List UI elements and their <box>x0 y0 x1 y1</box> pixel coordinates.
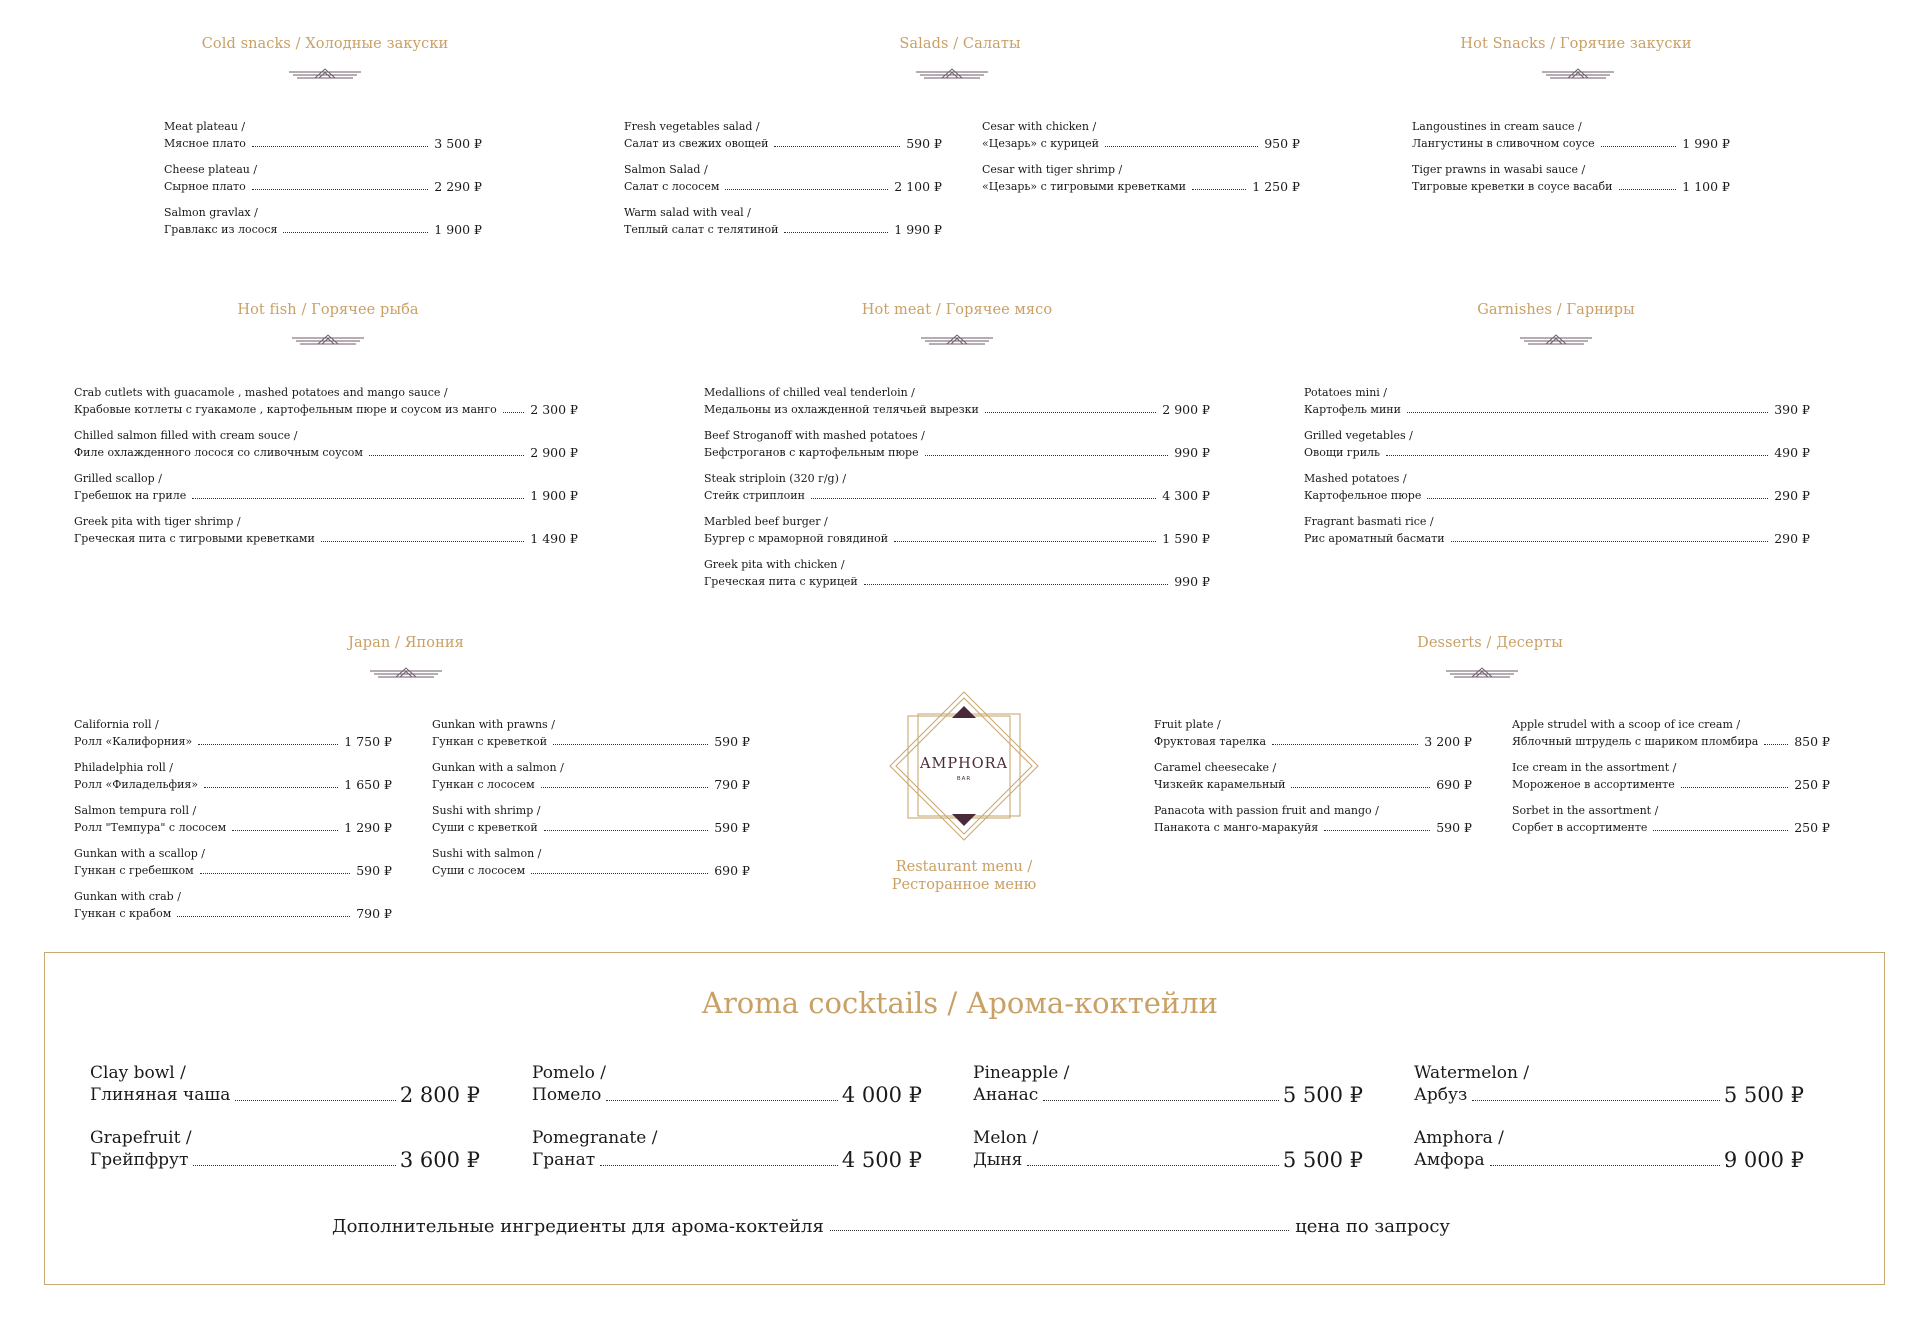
menu-item: Cheese plateau / Сырное плато 2 290 ₽ <box>164 163 482 194</box>
price: 490 ₽ <box>1774 445 1810 460</box>
price: 990 ₽ <box>1174 574 1210 589</box>
menu-item: Potatoes mini / Картофель мини 390 ₽ <box>1304 386 1810 417</box>
ornament-icon <box>290 332 366 351</box>
price: 2 900 ₽ <box>1162 402 1210 417</box>
amphora-logo <box>884 686 1044 846</box>
menu-item: Meat plateau / Мясное плато 3 500 ₽ <box>164 120 482 151</box>
price: 1 490 ₽ <box>530 531 578 546</box>
menu-item: Medallions of chilled veal tenderloin / Медальоны из охлажденной телячьей вырезки 2 900 ₽ <box>704 386 1210 417</box>
price: 1 590 ₽ <box>1162 531 1210 546</box>
price: 390 ₽ <box>1774 402 1810 417</box>
price: 9 000 ₽ <box>1723 1148 1804 1172</box>
section-title: Garnishes / Гарниры <box>1477 302 1635 318</box>
menu-item: Sushi with shrimp / Суши с креветкой 590 ₽ <box>432 804 750 835</box>
price: 290 ₽ <box>1774 531 1810 546</box>
menu-item: Sorbet in the assortment / Сорбет в ассортименте 250 ₽ <box>1512 804 1830 835</box>
price: 590 ₽ <box>714 734 750 749</box>
price: 690 ₽ <box>1436 777 1472 792</box>
menu-item: Apple strudel with a scoop of ice cream / Яблочный штрудель с шариком пломбира 850 ₽ <box>1512 718 1830 749</box>
menu-item: Gunkan with a scallop / Гункан с гребешком 590 ₽ <box>74 847 392 878</box>
section-title: Salads / Салаты <box>899 36 1021 52</box>
section-title: Desserts / Десерты <box>1417 635 1563 651</box>
menu-item: Sushi with salmon / Суши с лососем 690 ₽ <box>432 847 750 878</box>
price: 1 290 ₽ <box>344 820 392 835</box>
menu-item: Fragrant basmati rice / Рис ароматный басмати 290 ₽ <box>1304 515 1810 546</box>
extra-price: цена по запросу <box>1295 1216 1450 1237</box>
menu-item: California roll / Ролл «Калифорния» 1 750 ₽ <box>74 718 392 749</box>
menu-item: Greek pita with tiger shrimp / Греческая пита с тигровыми креветками 1 490 ₽ <box>74 515 578 546</box>
logo-sub: BAR <box>956 776 972 782</box>
menu-item: Grilled scallop / Гребешок на гриле 1 900 ₽ <box>74 472 578 503</box>
menu-item: Gunkan with a salmon / Гункан с лососем 790 ₽ <box>432 761 750 792</box>
section-title: Hot Snacks / Горячие закуски <box>1460 36 1692 52</box>
price: 850 ₽ <box>1794 734 1830 749</box>
price: 2 100 ₽ <box>894 179 942 194</box>
price: 990 ₽ <box>1174 445 1210 460</box>
cocktail-item: Pomegranate / Гранат 4 500 ₽ <box>532 1128 922 1172</box>
extra-label: Дополнительные ингредиенты для арома-коктейля <box>332 1216 824 1237</box>
menu-item: Cesar with chicken / «Цезарь» с курицей 950 ₽ <box>982 120 1300 151</box>
price: 2 300 ₽ <box>530 402 578 417</box>
price: 690 ₽ <box>714 863 750 878</box>
ornament-icon <box>914 66 990 85</box>
menu-item: Panacota with passion fruit and mango / Панакота с манго-маракуйя 590 ₽ <box>1154 804 1472 835</box>
menu-item: Fruit plate / Фруктовая тарелка 3 200 ₽ <box>1154 718 1472 749</box>
price: 250 ₽ <box>1794 777 1830 792</box>
ornament-icon <box>287 66 363 85</box>
section-title: Japan / Япония <box>348 635 464 651</box>
price: 790 ₽ <box>356 906 392 921</box>
price: 290 ₽ <box>1774 488 1810 503</box>
cocktail-item: Grapefruit / Грейпфрут 3 600 ₽ <box>90 1128 480 1172</box>
price: 1 250 ₽ <box>1252 179 1300 194</box>
price: 5 500 ₽ <box>1282 1083 1363 1107</box>
ornament-icon <box>1518 332 1594 351</box>
ornament-icon <box>1444 665 1520 684</box>
menu-item: Chilled salmon filled with cream souce / Филе охлажденного лосося со сливочным соусом 2 900 ₽ <box>74 429 578 460</box>
menu-item: Gunkan with crab / Гункан с крабом 790 ₽ <box>74 890 392 921</box>
price: 1 100 ₽ <box>1682 179 1730 194</box>
menu-item: Salmon tempura roll / Ролл "Темпура" с лососем 1 290 ₽ <box>74 804 392 835</box>
menu-item: Warm salad with veal / Теплый салат с телятиной 1 990 ₽ <box>624 206 942 237</box>
price: 1 900 ₽ <box>434 222 482 237</box>
price: 250 ₽ <box>1794 820 1830 835</box>
section-title: Hot meat / Горячее мясо <box>861 302 1053 318</box>
price: 2 290 ₽ <box>434 179 482 194</box>
menu-item: Greek pita with chicken / Греческая пита с курицей 990 ₽ <box>704 558 1210 589</box>
price: 5 500 ₽ <box>1723 1083 1804 1107</box>
price: 3 600 ₽ <box>399 1148 480 1172</box>
price: 590 ₽ <box>906 136 942 151</box>
price: 590 ₽ <box>356 863 392 878</box>
ornament-icon <box>919 332 995 351</box>
menu-item: Gunkan with prawns / Гункан с креветкой 590 ₽ <box>432 718 750 749</box>
logo-name: AMPHORA <box>920 756 1008 772</box>
price: 2 800 ₽ <box>399 1083 480 1107</box>
cocktail-item: Watermelon / Арбуз 5 500 ₽ <box>1414 1063 1804 1107</box>
menu-item: Marbled beef burger / Бургер с мраморной говядиной 1 590 ₽ <box>704 515 1210 546</box>
cocktail-item: Clay bowl / Глиняная чаша 2 800 ₽ <box>90 1063 480 1107</box>
section-title: Hot fish / Горячее рыба <box>237 302 419 318</box>
cocktail-item: Pineapple / Ананас 5 500 ₽ <box>973 1063 1363 1107</box>
price: 2 900 ₽ <box>530 445 578 460</box>
price: 590 ₽ <box>714 820 750 835</box>
price: 1 650 ₽ <box>344 777 392 792</box>
menu-item: Cesar with tiger shrimp / «Цезарь» с тигровыми креветками 1 250 ₽ <box>982 163 1300 194</box>
price: 790 ₽ <box>714 777 750 792</box>
menu-item: Fresh vegetables salad / Салат из свежих овощей 590 ₽ <box>624 120 942 151</box>
menu-item: Langoustines in cream sauce / Лангустины в сливочном соусе 1 990 ₽ <box>1412 120 1730 151</box>
price: 3 500 ₽ <box>434 136 482 151</box>
price: 1 750 ₽ <box>344 734 392 749</box>
cocktails-title: Aroma cocktails / Арома-коктейли <box>702 986 1218 1020</box>
menu-item: Philadelphia roll / Ролл «Филадельфия» 1 650 ₽ <box>74 761 392 792</box>
menu-item: Grilled vegetables / Овощи гриль 490 ₽ <box>1304 429 1810 460</box>
price: 4 300 ₽ <box>1162 488 1210 503</box>
menu-item: Mashed potatoes / Картофельное пюре 290 ₽ <box>1304 472 1810 503</box>
section-title: Cold snacks / Холодные закуски <box>201 36 449 52</box>
cocktail-item: Amphora / Амфора 9 000 ₽ <box>1414 1128 1804 1172</box>
logo-caption: Restaurant menu / Ресторанное меню <box>891 859 1037 893</box>
menu-item: Salmon gravlax / Гравлакс из лосося 1 900 ₽ <box>164 206 482 237</box>
ornament-icon <box>1540 66 1616 85</box>
price: 4 500 ₽ <box>841 1148 922 1172</box>
menu-item: Tiger prawns in wasabi sauce / Тигровые креветки в соусе васаби 1 100 ₽ <box>1412 163 1730 194</box>
menu-item: Caramel cheesecake / Чизкейк карамельный 690 ₽ <box>1154 761 1472 792</box>
price: 3 200 ₽ <box>1424 734 1472 749</box>
extra-ingredients-row <box>332 1216 1450 1237</box>
price: 590 ₽ <box>1436 820 1472 835</box>
menu-item: Ice cream in the assortment / Мороженое в ассортименте 250 ₽ <box>1512 761 1830 792</box>
price: 4 000 ₽ <box>841 1083 922 1107</box>
cocktail-item: Melon / Дыня 5 500 ₽ <box>973 1128 1363 1172</box>
price: 1 900 ₽ <box>530 488 578 503</box>
ornament-icon <box>368 665 444 684</box>
price: 5 500 ₽ <box>1282 1148 1363 1172</box>
cocktail-item: Pomelo / Помело 4 000 ₽ <box>532 1063 922 1107</box>
menu-item: Steak striploin (320 г/g) / Стейк стриплоин 4 300 ₽ <box>704 472 1210 503</box>
menu-item: Crab cutlets with guacamole , mashed potatoes and mango sauce / Крабовые котлеты с гуакамоле , картофельным пюре и соусом из манго 2 300 ₽ <box>74 386 578 417</box>
price: 950 ₽ <box>1264 136 1300 151</box>
price: 1 990 ₽ <box>894 222 942 237</box>
menu-item: Salmon Salad / Салат с лососем 2 100 ₽ <box>624 163 942 194</box>
price: 1 990 ₽ <box>1682 136 1730 151</box>
menu-item: Beef Stroganoff with mashed potatoes / Бефстроганов с картофельным пюре 990 ₽ <box>704 429 1210 460</box>
